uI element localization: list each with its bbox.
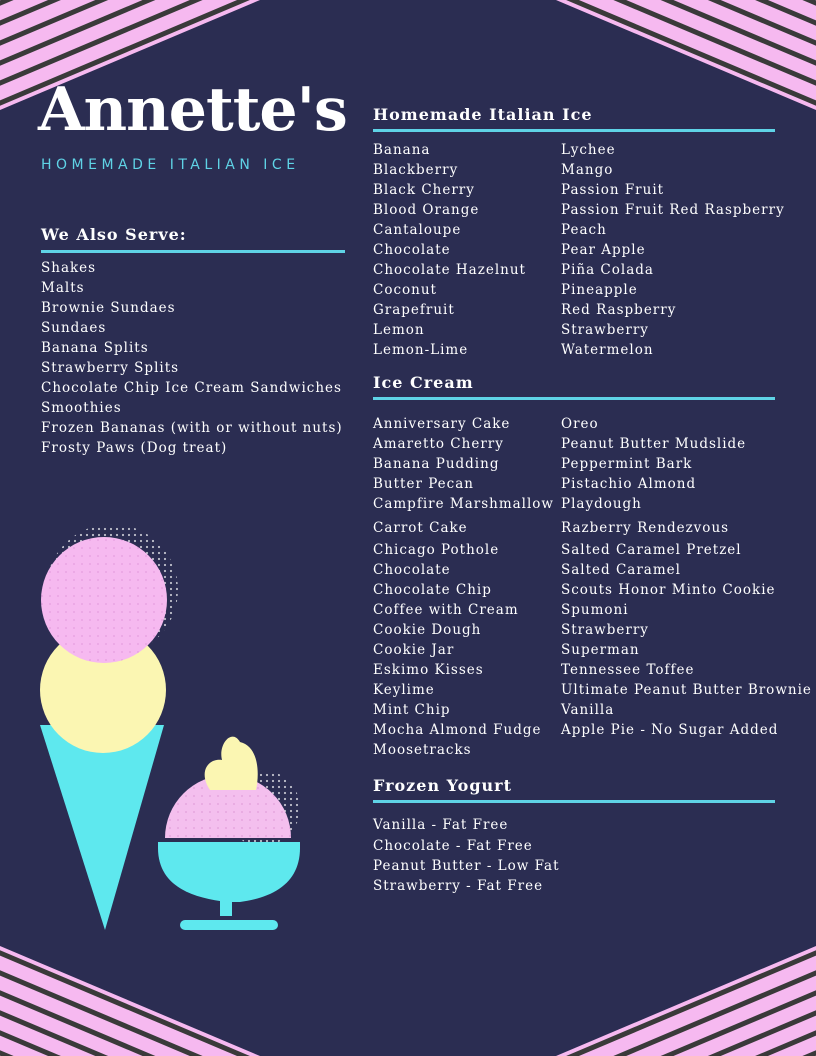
list-item: Watermelon bbox=[561, 342, 654, 358]
list-item: Banana bbox=[373, 142, 431, 158]
list-item: Chocolate bbox=[373, 562, 451, 578]
italian-ice-col1 bbox=[373, 140, 526, 360]
ice-cream-col2 bbox=[561, 414, 812, 740]
list-item: Frozen Bananas (with or without nuts) bbox=[41, 420, 343, 436]
list-item: Butter Pecan bbox=[373, 476, 474, 492]
corner-stripes-top-right bbox=[556, 0, 816, 110]
list-item: Lychee bbox=[561, 142, 616, 158]
corner-stripes-bottom-left bbox=[0, 946, 260, 1056]
list-item: Banana Splits bbox=[41, 340, 149, 356]
list-item: Moosetracks bbox=[373, 742, 472, 758]
list-item: Tennessee Toffee bbox=[561, 662, 695, 678]
also-serve-title: We Also Serve: bbox=[41, 225, 187, 244]
list-item: Peppermint Bark bbox=[561, 456, 693, 472]
brand-tagline: HOMEMADE ITALIAN ICE bbox=[41, 157, 300, 173]
frozen-yogurt-rule bbox=[373, 800, 775, 803]
list-item: Malts bbox=[41, 280, 85, 296]
list-item: Pear Apple bbox=[561, 242, 646, 258]
list-item: Peanut Butter - Low Fat bbox=[373, 858, 560, 874]
list-item: Grapefruit bbox=[373, 302, 455, 318]
list-item: Apple Pie - No Sugar Added bbox=[561, 722, 779, 738]
list-item: Strawberry Splits bbox=[41, 360, 180, 376]
list-item: Banana Pudding bbox=[373, 456, 500, 472]
list-item: Peanut Butter Mudslide bbox=[561, 436, 747, 452]
list-item: Mint Chip bbox=[373, 702, 451, 718]
italian-ice-title: Homemade Italian Ice bbox=[373, 105, 593, 124]
ice-cream-cone-icon bbox=[40, 524, 178, 930]
list-item: Playdough bbox=[561, 496, 642, 512]
list-item: Chocolate - Fat Free bbox=[373, 838, 533, 854]
list-item: Chicago Pothole bbox=[373, 542, 500, 558]
italian-ice-rule bbox=[373, 129, 775, 132]
list-item: Smoothies bbox=[41, 400, 122, 416]
list-item: Cantaloupe bbox=[373, 222, 462, 238]
list-item: Lemon-Lime bbox=[373, 342, 469, 358]
list-item: Coffee with Cream bbox=[373, 602, 519, 618]
ice-cream-rule bbox=[373, 397, 775, 400]
also-serve-list bbox=[41, 258, 343, 458]
list-item: Black Cherry bbox=[373, 182, 475, 198]
list-item: Campfire Marshmallow bbox=[373, 496, 554, 512]
list-item: Piña Colada bbox=[561, 262, 654, 278]
list-item: Scouts Honor Minto Cookie bbox=[561, 582, 776, 598]
ice-cream-col1 bbox=[373, 414, 554, 760]
list-item: Frosty Paws (Dog treat) bbox=[41, 440, 228, 456]
list-item: Spumoni bbox=[561, 602, 629, 618]
list-item: Anniversary Cake bbox=[373, 416, 511, 432]
list-item: Passion Fruit Red Raspberry bbox=[561, 202, 785, 218]
list-item: Chocolate Hazelnut bbox=[373, 262, 526, 278]
list-item: Vanilla - Fat Free bbox=[373, 817, 509, 833]
list-item: Blood Orange bbox=[373, 202, 480, 218]
list-item: Pistachio Almond bbox=[561, 476, 697, 492]
list-item: Brownie Sundaes bbox=[41, 300, 176, 316]
list-item: Red Raspberry bbox=[561, 302, 677, 318]
brand-name: Annette's bbox=[38, 75, 347, 145]
list-item: Chocolate bbox=[373, 242, 451, 258]
frozen-yogurt-list bbox=[373, 815, 560, 896]
list-item: Eskimo Kisses bbox=[373, 662, 484, 678]
ice-cream-illustration bbox=[30, 520, 330, 940]
corner-stripes-bottom-right bbox=[556, 946, 816, 1056]
list-item: Shakes bbox=[41, 260, 97, 276]
list-item: Strawberry bbox=[561, 322, 649, 338]
list-item: Mocha Almond Fudge bbox=[373, 722, 542, 738]
list-item: Blackberry bbox=[373, 162, 459, 178]
italian-ice-col2 bbox=[561, 140, 785, 360]
list-item: Strawberry - Fat Free bbox=[373, 878, 544, 894]
list-item: Razberry Rendezvous bbox=[561, 520, 730, 536]
list-item: Lemon bbox=[373, 322, 425, 338]
list-item: Chocolate Chip bbox=[373, 582, 492, 598]
list-item: Chocolate Chip Ice Cream Sandwiches bbox=[41, 380, 342, 396]
list-item: Coconut bbox=[373, 282, 437, 298]
list-item: Carrot Cake bbox=[373, 520, 468, 536]
list-item: Pineapple bbox=[561, 282, 638, 298]
also-serve-rule bbox=[41, 250, 345, 253]
list-item: Cookie Jar bbox=[373, 642, 455, 658]
list-item: Vanilla bbox=[561, 702, 615, 718]
list-item: Superman bbox=[561, 642, 640, 658]
list-item: Salted Caramel Pretzel bbox=[561, 542, 742, 558]
list-item: Ultimate Peanut Butter Brownie bbox=[561, 682, 812, 698]
list-item: Passion Fruit bbox=[561, 182, 665, 198]
list-item: Keylime bbox=[373, 682, 435, 698]
list-item: Sundaes bbox=[41, 320, 107, 336]
list-item: Salted Caramel bbox=[561, 562, 681, 578]
ice-cream-sundae-icon bbox=[158, 737, 300, 930]
list-item: Amaretto Cherry bbox=[373, 436, 504, 452]
list-item: Oreo bbox=[561, 416, 599, 432]
list-item: Strawberry bbox=[561, 622, 649, 638]
ice-cream-title: Ice Cream bbox=[373, 373, 474, 392]
list-item: Peach bbox=[561, 222, 607, 238]
list-item: Cookie Dough bbox=[373, 622, 482, 638]
list-item: Mango bbox=[561, 162, 614, 178]
frozen-yogurt-title: Frozen Yogurt bbox=[373, 776, 512, 795]
